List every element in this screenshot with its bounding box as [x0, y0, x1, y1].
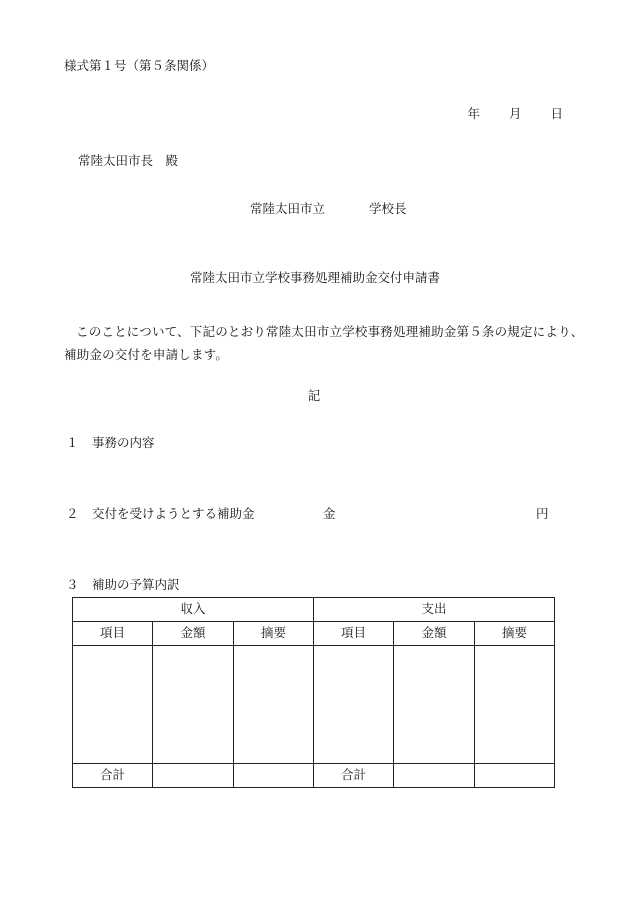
- income-note-header: 摘要: [234, 622, 314, 646]
- item-3-label: 補助の予算内訳: [92, 577, 180, 592]
- income-item-cell[interactable]: [73, 646, 153, 764]
- income-total-amount-cell[interactable]: [153, 764, 234, 788]
- budget-table: [72, 597, 555, 788]
- expense-header: 支出: [314, 598, 555, 622]
- expense-total-label: 合計: [314, 764, 394, 788]
- date-year: 年: [467, 106, 480, 121]
- expense-item-header: 項目: [314, 622, 394, 646]
- item-2-label: 交付を受けようとする補助金: [92, 506, 255, 521]
- income-total-note-cell[interactable]: [234, 764, 314, 788]
- income-total-label: 合計: [73, 764, 153, 788]
- document-title: 常陸太田市立学校事務処理補助金交付申請書: [189, 270, 440, 285]
- sender-suffix: 学校長: [369, 201, 407, 216]
- expense-total-amount-cell[interactable]: [394, 764, 475, 788]
- expense-note-header: 摘要: [475, 622, 555, 646]
- income-amount-cell[interactable]: [153, 646, 234, 764]
- amount-prefix: 金: [323, 506, 336, 521]
- item-1: [66, 437, 155, 450]
- item-3: [66, 579, 180, 592]
- item-1-label: 事務の内容: [92, 435, 155, 450]
- expense-note-cell[interactable]: [475, 646, 555, 764]
- income-header: 収入: [73, 598, 314, 622]
- ki-heading: 記: [307, 388, 321, 403]
- form-number: 様式第１号（第５条関係）: [64, 58, 215, 73]
- expense-item-cell[interactable]: [314, 646, 394, 764]
- item-3-number: ３: [66, 577, 79, 592]
- sender: [250, 203, 407, 216]
- income-note-cell[interactable]: [234, 646, 314, 764]
- expense-amount-cell[interactable]: [394, 646, 475, 764]
- amount-suffix: 円: [536, 506, 549, 521]
- expense-total-note-cell[interactable]: [475, 764, 555, 788]
- date-day: 日: [550, 106, 563, 121]
- income-amount-header: 金額: [153, 622, 234, 646]
- item-1-number: １: [66, 435, 79, 450]
- sender-prefix: 常陸太田市立: [250, 201, 326, 216]
- recipient: 常陸太田市長 殿: [78, 153, 179, 168]
- item-2-number: ２: [66, 506, 79, 521]
- expense-amount-header: 金額: [394, 622, 475, 646]
- date-month: 月: [508, 106, 522, 121]
- body-text: このことについて、下記のとおり常陸太田市立学校事務処理補助金第５条の規定により、補助金の交付を申請します。: [64, 324, 584, 362]
- date-line: [467, 108, 563, 121]
- income-item-header: 項目: [73, 622, 153, 646]
